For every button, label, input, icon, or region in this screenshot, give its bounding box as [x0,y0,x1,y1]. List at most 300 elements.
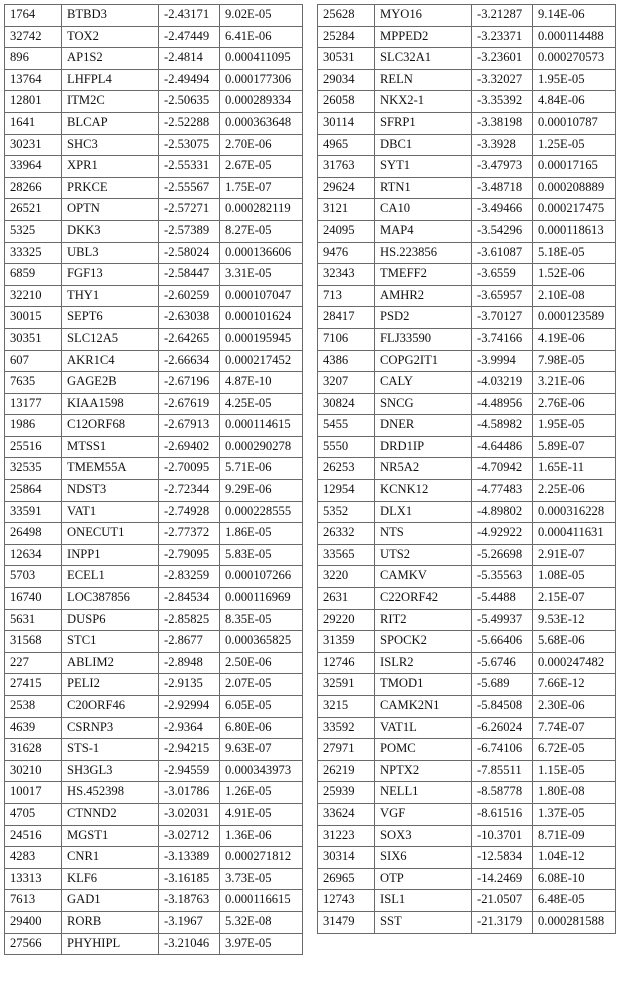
gene-symbol-cell: SIX6 [375,847,472,869]
table-row [318,631,616,653]
table-row [318,717,616,739]
gene-id-cell: 30114 [318,112,375,134]
table-row [5,5,303,27]
gene-symbol-cell: STS-1 [62,739,159,761]
gene-symbol-cell: MGST1 [62,825,159,847]
table-row [318,26,616,48]
fold-change-cell: -3.49466 [472,199,533,221]
gene-symbol-cell: SH3GL3 [62,760,159,782]
gene-symbol-cell: CA10 [375,199,472,221]
gene-id-cell: 31479 [318,911,375,933]
gene-id-cell: 26332 [318,523,375,545]
gene-id-cell: 33964 [5,156,62,178]
gene-id-cell: 28417 [318,307,375,329]
p-value-cell: 7.74E-07 [533,717,616,739]
table-row [318,782,616,804]
p-value-cell: 1.37E-05 [533,803,616,825]
gene-id-cell: 2631 [318,588,375,610]
p-value-cell: 0.000208889 [533,177,616,199]
p-value-cell: 0.000282119 [220,199,303,221]
fold-change-cell: -7.85511 [472,760,533,782]
fold-change-cell: -2.92994 [159,696,220,718]
gene-id-cell: 32742 [5,26,62,48]
p-value-cell: 2.67E-05 [220,156,303,178]
p-value-cell: 6.80E-06 [220,717,303,739]
p-value-cell: 8.35E-05 [220,609,303,631]
gene-id-cell: 25284 [318,26,375,48]
table-row [318,566,616,588]
gene-table-left [4,4,303,955]
p-value-cell: 4.91E-05 [220,803,303,825]
gene-symbol-cell: LOC387856 [62,588,159,610]
gene-symbol-cell: MPPED2 [375,26,472,48]
fold-change-cell: -3.74166 [472,328,533,350]
p-value-cell: 0.000281588 [533,911,616,933]
table-row [318,112,616,134]
gene-id-cell: 7635 [5,372,62,394]
gene-id-cell: 32210 [5,285,62,307]
fold-change-cell: -3.23601 [472,48,533,70]
table-row [318,156,616,178]
table-row [5,350,303,372]
p-value-cell: 0.000116615 [220,890,303,912]
gene-symbol-cell: NDST3 [62,480,159,502]
table-row [318,199,616,221]
gene-symbol-cell: UTS2 [375,544,472,566]
p-value-cell: 5.18E-05 [533,242,616,264]
fold-change-cell: -2.58024 [159,242,220,264]
fold-change-cell: -3.02712 [159,825,220,847]
table-row [5,803,303,825]
fold-change-cell: -3.70127 [472,307,533,329]
table-row [5,588,303,610]
fold-change-cell: -2.60259 [159,285,220,307]
gene-symbol-cell: VGF [375,803,472,825]
p-value-cell: 4.19E-06 [533,328,616,350]
gene-symbol-cell: ISLR2 [375,652,472,674]
table-row [5,652,303,674]
gene-symbol-cell: NKX2-1 [375,91,472,113]
gene-id-cell: 31628 [5,739,62,761]
gene-id-cell: 26253 [318,458,375,480]
table-row [5,307,303,329]
table-row [318,739,616,761]
p-value-cell: 9.29E-06 [220,480,303,502]
p-value-cell: 1.80E-08 [533,782,616,804]
gene-id-cell: 26965 [318,868,375,890]
gene-id-cell: 33591 [5,501,62,523]
p-value-cell: 4.87E-10 [220,372,303,394]
gene-symbol-cell: VAT1 [62,501,159,523]
p-value-cell: 0.000217475 [533,199,616,221]
fold-change-cell: -5.6746 [472,652,533,674]
gene-id-cell: 29400 [5,911,62,933]
p-value-cell: 0.000363648 [220,112,303,134]
gene-symbol-cell: ONECUT1 [62,523,159,545]
gene-symbol-cell: MTSS1 [62,436,159,458]
fold-change-cell: -14.2469 [472,868,533,890]
gene-symbol-cell: SST [375,911,472,933]
gene-table-right-body [318,5,616,934]
gene-symbol-cell: STC1 [62,631,159,653]
p-value-cell: 0.000411095 [220,48,303,70]
gene-id-cell: 32591 [318,674,375,696]
fold-change-cell: -3.9994 [472,350,533,372]
fold-change-cell: -5.49937 [472,609,533,631]
p-value-cell: 0.000411631 [533,523,616,545]
gene-symbol-cell: ECEL1 [62,566,159,588]
gene-symbol-cell: NR5A2 [375,458,472,480]
gene-symbol-cell: TOX2 [62,26,159,48]
p-value-cell: 2.91E-07 [533,544,616,566]
table-row [5,717,303,739]
fold-change-cell: -3.1967 [159,911,220,933]
gene-symbol-cell: GAGE2B [62,372,159,394]
table-row [318,825,616,847]
fold-change-cell: -2.8948 [159,652,220,674]
table-row [318,868,616,890]
gene-symbol-cell: C20ORF46 [62,696,159,718]
table-row [318,372,616,394]
fold-change-cell: -5.26698 [472,544,533,566]
gene-symbol-cell: VAT1L [375,717,472,739]
gene-id-cell: 25939 [318,782,375,804]
gene-id-cell: 12801 [5,91,62,113]
gene-id-cell: 7613 [5,890,62,912]
fold-change-cell: -2.67619 [159,393,220,415]
fold-change-cell: -3.21287 [472,5,533,27]
gene-id-cell: 3207 [318,372,375,394]
table-row [318,760,616,782]
table-row [318,458,616,480]
table-row [318,609,616,631]
p-value-cell: 2.07E-05 [220,674,303,696]
p-value-cell: 5.83E-05 [220,544,303,566]
table-row [5,415,303,437]
table-row [5,285,303,307]
gene-id-cell: 13177 [5,393,62,415]
table-row [5,220,303,242]
p-value-cell: 6.48E-05 [533,890,616,912]
fold-change-cell: -2.70095 [159,458,220,480]
fold-change-cell: -12.5834 [472,847,533,869]
p-value-cell: 0.00017165 [533,156,616,178]
gene-symbol-cell: CALY [375,372,472,394]
p-value-cell: 9.14E-06 [533,5,616,27]
table-row [318,285,616,307]
p-value-cell: 0.000290278 [220,436,303,458]
gene-symbol-cell: ABLIM2 [62,652,159,674]
fold-change-cell: -3.38198 [472,112,533,134]
gene-id-cell: 13764 [5,69,62,91]
gene-id-cell: 24516 [5,825,62,847]
gene-id-cell: 10017 [5,782,62,804]
p-value-cell: 1.65E-11 [533,458,616,480]
gene-id-cell: 33592 [318,717,375,739]
gene-id-cell: 30351 [5,328,62,350]
gene-id-cell: 25864 [5,480,62,502]
gene-symbol-cell: FGF13 [62,264,159,286]
fold-change-cell: -3.16185 [159,868,220,890]
gene-id-cell: 7106 [318,328,375,350]
table-row [5,69,303,91]
table-row [318,134,616,156]
table-row [318,544,616,566]
gene-symbol-cell: CNR1 [62,847,159,869]
p-value-cell: 5.68E-06 [533,631,616,653]
gene-id-cell: 5455 [318,415,375,437]
fold-change-cell: -2.57389 [159,220,220,242]
p-value-cell: 1.25E-05 [533,134,616,156]
gene-symbol-cell: BLCAP [62,112,159,134]
p-value-cell: 9.53E-12 [533,609,616,631]
p-value-cell: 3.97E-05 [220,933,303,955]
p-value-cell: 2.70E-06 [220,134,303,156]
gene-symbol-cell: UBL3 [62,242,159,264]
gene-id-cell: 30015 [5,307,62,329]
fold-change-cell: -2.9364 [159,717,220,739]
gene-symbol-cell: THY1 [62,285,159,307]
fold-change-cell: -2.66634 [159,350,220,372]
fold-change-cell: -5.84508 [472,696,533,718]
fold-change-cell: -2.79095 [159,544,220,566]
gene-id-cell: 4386 [318,350,375,372]
fold-change-cell: -8.61516 [472,803,533,825]
p-value-cell: 5.32E-08 [220,911,303,933]
p-value-cell: 1.52E-06 [533,264,616,286]
gene-symbol-cell: XPR1 [62,156,159,178]
gene-id-cell: 4283 [5,847,62,869]
fold-change-cell: -6.74106 [472,739,533,761]
gene-id-cell: 31763 [318,156,375,178]
gene-symbol-cell: SLC32A1 [375,48,472,70]
p-value-cell: 0.000114615 [220,415,303,437]
table-row [5,156,303,178]
table-row [5,372,303,394]
fold-change-cell: -2.72344 [159,480,220,502]
gene-symbol-cell: DRD1IP [375,436,472,458]
table-row [5,825,303,847]
gene-id-cell: 29034 [318,69,375,91]
table-row [5,911,303,933]
p-value-cell: 7.66E-12 [533,674,616,696]
fold-change-cell: -2.50635 [159,91,220,113]
p-value-cell: 6.72E-05 [533,739,616,761]
gene-symbol-cell: TMEM55A [62,458,159,480]
table-row [318,220,616,242]
fold-change-cell: -5.66406 [472,631,533,653]
gene-symbol-cell: CSRNP3 [62,717,159,739]
table-row [5,782,303,804]
p-value-cell: 5.71E-06 [220,458,303,480]
p-value-cell: 1.15E-05 [533,760,616,782]
gene-symbol-cell: C12ORF68 [62,415,159,437]
gene-id-cell: 33565 [318,544,375,566]
p-value-cell: 0.000270573 [533,48,616,70]
fold-change-cell: -3.32027 [472,69,533,91]
table-row [5,544,303,566]
p-value-cell: 0.000114488 [533,26,616,48]
p-value-cell: 2.15E-07 [533,588,616,610]
p-value-cell: 1.95E-05 [533,415,616,437]
p-value-cell: 0.000123589 [533,307,616,329]
gene-id-cell: 31359 [318,631,375,653]
gene-id-cell: 24095 [318,220,375,242]
gene-symbol-cell: PSD2 [375,307,472,329]
gene-id-cell: 16740 [5,588,62,610]
table-row [5,91,303,113]
gene-symbol-cell: SFRP1 [375,112,472,134]
gene-symbol-cell: AMHR2 [375,285,472,307]
gene-symbol-cell: BTBD3 [62,5,159,27]
fold-change-cell: -21.3179 [472,911,533,933]
table-row [318,523,616,545]
p-value-cell: 0.000343973 [220,760,303,782]
fold-change-cell: -2.69402 [159,436,220,458]
fold-change-cell: -2.52288 [159,112,220,134]
gene-id-cell: 3215 [318,696,375,718]
table-row [5,933,303,955]
fold-change-cell: -2.84534 [159,588,220,610]
fold-change-cell: -4.64486 [472,436,533,458]
gene-id-cell: 5631 [5,609,62,631]
table-row [5,609,303,631]
gene-symbol-cell: KCNK12 [375,480,472,502]
table-row [5,177,303,199]
gene-symbol-cell: SLC12A5 [62,328,159,350]
gene-symbol-cell: SPOCK2 [375,631,472,653]
table-row [5,760,303,782]
gene-symbol-cell: SEPT6 [62,307,159,329]
gene-id-cell: 5703 [5,566,62,588]
fold-change-cell: -2.94215 [159,739,220,761]
fold-change-cell: -4.58982 [472,415,533,437]
gene-id-cell: 30824 [318,393,375,415]
gene-id-cell: 9476 [318,242,375,264]
table-row [318,652,616,674]
table-row [5,112,303,134]
gene-symbol-cell: DUSP6 [62,609,159,631]
gene-symbol-cell: CTNND2 [62,803,159,825]
table-row [5,890,303,912]
p-value-cell: 1.26E-05 [220,782,303,804]
gene-symbol-cell: MYO16 [375,5,472,27]
gene-id-cell: 12743 [318,890,375,912]
p-value-cell: 5.89E-07 [533,436,616,458]
table-row [5,847,303,869]
fold-change-cell: -3.21046 [159,933,220,955]
table-row [5,199,303,221]
p-value-cell: 0.000247482 [533,652,616,674]
gene-id-cell: 12746 [318,652,375,674]
gene-symbol-cell: CAMK2N1 [375,696,472,718]
fold-change-cell: -2.83259 [159,566,220,588]
gene-id-cell: 5352 [318,501,375,523]
fold-change-cell: -4.89802 [472,501,533,523]
fold-change-cell: -2.85825 [159,609,220,631]
table-row [318,480,616,502]
p-value-cell: 7.98E-05 [533,350,616,372]
fold-change-cell: -6.26024 [472,717,533,739]
fold-change-cell: -3.02031 [159,803,220,825]
gene-id-cell: 30231 [5,134,62,156]
table-row [318,328,616,350]
table-row [318,803,616,825]
fold-change-cell: -3.48718 [472,177,533,199]
table-row [5,134,303,156]
gene-symbol-cell: C22ORF42 [375,588,472,610]
p-value-cell: 2.76E-06 [533,393,616,415]
fold-change-cell: -3.54296 [472,220,533,242]
gene-symbol-cell: COPG2IT1 [375,350,472,372]
p-value-cell: 8.27E-05 [220,220,303,242]
table-row [318,242,616,264]
gene-symbol-cell: PHYHIPL [62,933,159,955]
gene-id-cell: 26498 [5,523,62,545]
fold-change-cell: -2.4814 [159,48,220,70]
gene-symbol-cell: TMOD1 [375,674,472,696]
p-value-cell: 0.000116969 [220,588,303,610]
table-row [5,868,303,890]
p-value-cell: 9.63E-07 [220,739,303,761]
p-value-cell: 4.84E-06 [533,91,616,113]
gene-id-cell: 5550 [318,436,375,458]
fold-change-cell: -3.23371 [472,26,533,48]
gene-symbol-cell: HS.223856 [375,242,472,264]
gene-id-cell: 12954 [318,480,375,502]
p-value-cell: 0.000118613 [533,220,616,242]
gene-id-cell: 26521 [5,199,62,221]
table-row [318,393,616,415]
gene-id-cell: 1986 [5,415,62,437]
gene-id-cell: 26058 [318,91,375,113]
fold-change-cell: -3.13389 [159,847,220,869]
fold-change-cell: -2.57271 [159,199,220,221]
table-row [318,696,616,718]
table-row [318,436,616,458]
table-row [5,631,303,653]
p-value-cell: 2.30E-06 [533,696,616,718]
fold-change-cell: -5.35563 [472,566,533,588]
fold-change-cell: -2.63038 [159,307,220,329]
gene-symbol-cell: RELN [375,69,472,91]
p-value-cell: 1.36E-06 [220,825,303,847]
table-row [318,890,616,912]
gene-id-cell: 3220 [318,566,375,588]
table-row [5,436,303,458]
gene-id-cell: 713 [318,285,375,307]
p-value-cell: 2.50E-06 [220,652,303,674]
gene-id-cell: 6859 [5,264,62,286]
table-row [5,328,303,350]
gene-id-cell: 1641 [5,112,62,134]
p-value-cell: 1.86E-05 [220,523,303,545]
gene-symbol-cell: SNCG [375,393,472,415]
table-row [5,26,303,48]
gene-symbol-cell: MAP4 [375,220,472,242]
gene-symbol-cell: SYT1 [375,156,472,178]
gene-symbol-cell: POMC [375,739,472,761]
p-value-cell: 6.08E-10 [533,868,616,890]
fold-change-cell: -2.58447 [159,264,220,286]
gene-symbol-cell: ISL1 [375,890,472,912]
p-value-cell: 3.21E-06 [533,372,616,394]
fold-change-cell: -2.8677 [159,631,220,653]
gene-symbol-cell: DKK3 [62,220,159,242]
p-value-cell: 0.000289334 [220,91,303,113]
fold-change-cell: -3.18763 [159,890,220,912]
fold-change-cell: -3.61087 [472,242,533,264]
